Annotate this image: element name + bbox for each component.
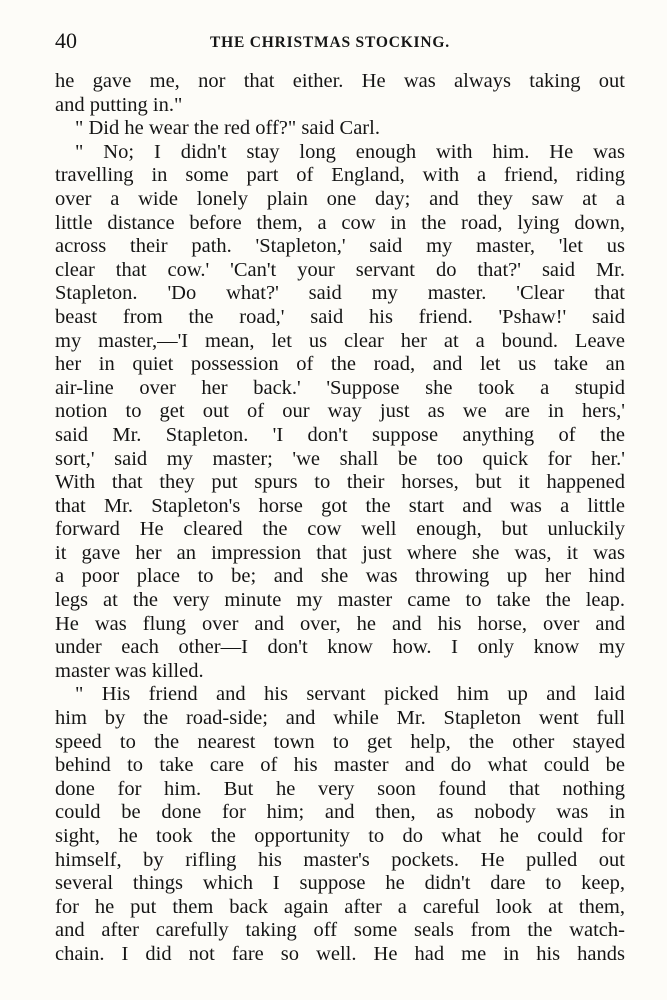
text-line: air-line over her back.' 'Suppose she took a stupid <box>55 376 625 399</box>
text-line: across their path. 'Stapleton,' said my master, 'let us <box>55 235 625 258</box>
text-line: done for him. But he very soon found that nothing <box>55 777 625 800</box>
text-line: He was flung over and over, he and his horse, over and <box>55 612 625 635</box>
text-line: under each other—I don't know how. I only know my <box>55 636 625 659</box>
text-line: master was killed. <box>55 659 204 682</box>
text-line: little distance before them, a cow in the road, lying down, <box>55 211 625 234</box>
text-line: Stapleton. 'Do what?' said my master. 'Clear that <box>55 282 625 305</box>
text-line: several things which I suppose he didn't dare to keep, <box>55 872 625 895</box>
text-line: said Mr. Stapleton. 'I don't suppose anything of the <box>55 423 625 446</box>
text-line: could be done for him; and then, as nobody was in <box>55 801 625 824</box>
body-text <box>55 70 625 967</box>
text-line: himself, by rifling his master's pockets. He pulled out <box>55 848 625 871</box>
text-line: and after carefully taking off some seals from the watch- <box>55 919 625 942</box>
text-line: " No; I didn't stay long enough with him. He was <box>75 140 625 163</box>
text-line: travelling in some part of England, with a friend, riding <box>55 164 625 187</box>
text-line: " His friend and his servant picked him up and laid <box>75 683 625 706</box>
text-line: a poor place to be; and she was throwing up her hind <box>55 565 625 588</box>
text-line: speed to the nearest town to get help, the other stayed <box>55 730 625 753</box>
text-line: for he put them back again after a careful look at them, <box>55 895 625 918</box>
text-line: it gave her an impression that just where she was, it was <box>55 541 625 564</box>
running-head: THE CHRISTMAS STOCKING. <box>210 34 450 51</box>
text-line: forward He cleared the cow well enough, but unluckily <box>55 518 625 541</box>
text-line: behind to take care of his master and do what could be <box>55 754 625 777</box>
text-line: legs at the very minute my master came to take the leap. <box>55 589 625 612</box>
text-line: With that they put spurs to their horses, but it happened <box>55 471 625 494</box>
text-line: he gave me, nor that either. He was always taking out <box>55 70 625 92</box>
text-line: " Did he wear the red off?" said Carl. <box>75 117 380 140</box>
page-header <box>55 26 625 56</box>
text-line: notion to get out of our way just as we are in hers,' <box>55 400 625 423</box>
text-line: sight, he took the opportunity to do what he could for <box>55 825 625 847</box>
text-line: beast from the road,' said his friend. 'Pshaw!' said <box>55 305 625 328</box>
text-line: sort,' said my master; 'we shall be too quick for her.' <box>55 447 625 470</box>
text-line: clear that cow.' 'Can't your servant do that?' said Mr. <box>55 258 625 281</box>
text-line: chain. I did not fare so well. He had me in his hands <box>55 942 625 965</box>
text-line: her in quiet possession of the road, and let us take an <box>55 353 625 376</box>
text-line: that Mr. Stapleton's horse got the start and was a little <box>55 494 625 517</box>
text-line: over a wide lonely plain one day; and they saw at a <box>55 187 625 210</box>
page-number: 40 <box>55 28 77 53</box>
text-line: and putting in." <box>55 93 183 116</box>
text-line: him by the road-side; and while Mr. Stapleton went full <box>55 707 625 730</box>
text-line: my master,—'I mean, let us clear her at a bound. Leave <box>55 329 625 352</box>
